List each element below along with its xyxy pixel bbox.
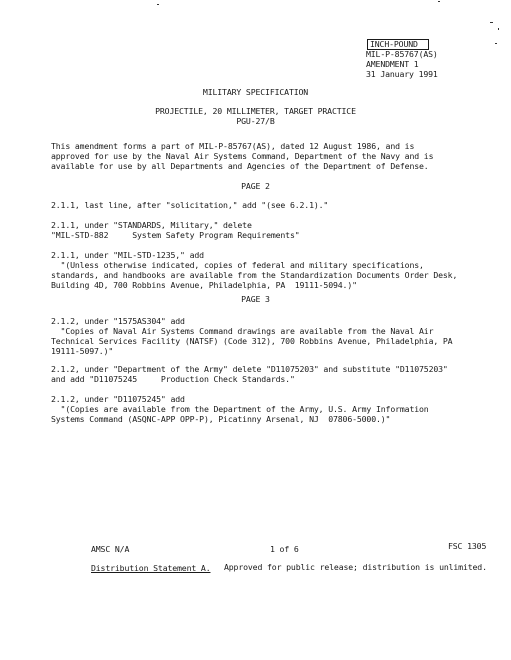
spec-type-heading: MILITARY SPECIFICATION	[202, 87, 309, 97]
scan-speck	[495, 43, 497, 44]
distribution-label: Distribution Statement A.	[91, 563, 211, 573]
page-2-heading: PAGE 2	[241, 181, 270, 191]
change-line: Technical Services Facility (NATSF) (Code 312), 700 Robbins Avenue, Philadelphia, PA	[51, 336, 453, 346]
designation-label: INCH-POUND	[370, 39, 418, 49]
page-3-heading: PAGE 3	[241, 294, 270, 304]
change-line: "(Copies are available from the Department of the Army, U.S. Army Information	[51, 404, 429, 414]
scan-speck	[438, 1, 440, 2]
spec-model: PGU-27/B	[236, 116, 275, 126]
change-line: 2.1.2, under "D11075245" add	[51, 394, 185, 404]
intro-line: This amendment forms a part of MIL-P-85767(AS), dated 12 August 1986, and is	[51, 141, 415, 151]
spec-subject: PROJECTILE, 20 MILLIMETER, TARGET PRACTICE	[155, 106, 356, 116]
change-line: "MIL-STD-882 System Safety Program Requirements"	[51, 230, 300, 240]
change-line: "(Unless otherwise indicated, copies of federal and military specifications,	[51, 260, 424, 270]
intro-line: available for use by all Departments and Agencies of the Department of Defense.	[51, 161, 429, 171]
amendment-date: 31 January 1991	[366, 69, 438, 79]
intro-line: approved for use by the Naval Air Systems Command, Department of the Navy and is	[51, 151, 434, 161]
scan-speck	[498, 28, 499, 30]
amendment-number: AMENDMENT 1	[366, 59, 419, 69]
change-line: 2.1.2, under "1575AS304" add	[51, 316, 185, 326]
document-number: MIL-P-85767(AS)	[366, 49, 438, 59]
change-line: Systems Command (ASQNC-APP OPP-P), Picatinny Arsenal, NJ 07806-5000.)"	[51, 414, 391, 424]
change-line: standards, and handbooks are available from the Standardization Documents Order Desk,	[51, 270, 458, 280]
change-line: 19111-5097.)"	[51, 346, 114, 356]
change-line: 2.1.2, under "Department of the Army" delete "D11075203" and substitute "D11075203"	[51, 364, 448, 374]
distribution-text: Approved for public release; distribution is unlimited.	[224, 562, 487, 572]
change-line: "Copies of Naval Air Systems Command drawings are available from the Naval Air	[51, 326, 434, 336]
change-line: 2.1.1, last line, after "solicitation," add "(see 6.2.1)."	[51, 200, 329, 210]
page-number: 1 of 6	[270, 544, 299, 554]
change-line: and add "D11075245 Production Check Standards."	[51, 374, 295, 384]
change-line: 2.1.1, under "MIL-STD-1235," add	[51, 250, 204, 260]
scan-speck	[157, 4, 159, 5]
change-line: 2.1.1, under "STANDARDS, Military," delete	[51, 220, 252, 230]
scan-speck	[490, 22, 493, 23]
fsc-code: FSC 1305	[448, 541, 487, 551]
change-line: Building 4D, 700 Robbins Avenue, Philadelphia, PA 19111-5094.)"	[51, 280, 357, 290]
amsc-code: AMSC N/A	[91, 544, 130, 554]
